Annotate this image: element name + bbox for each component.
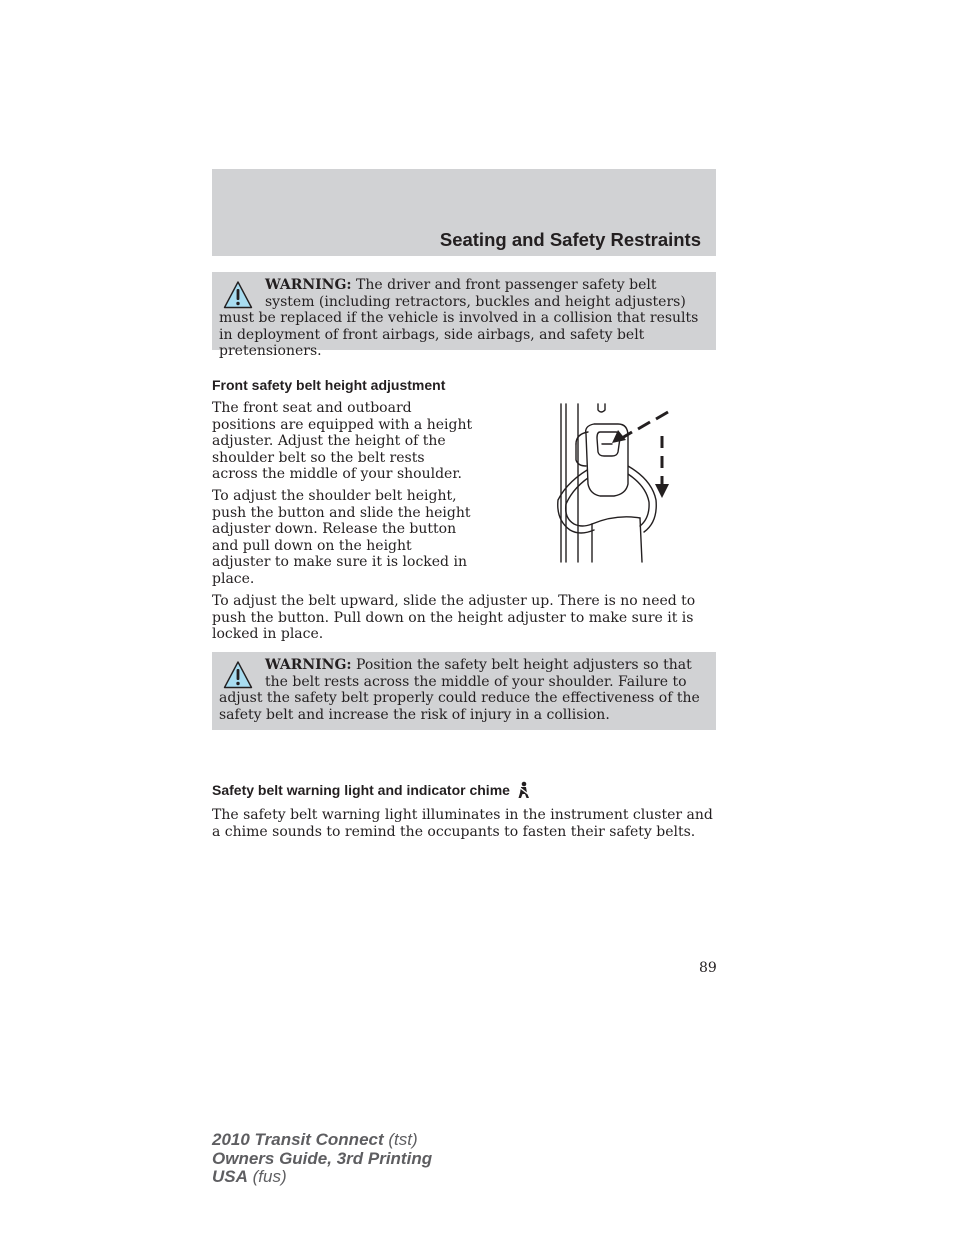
page-title: Seating and Safety Restraints [439, 229, 701, 250]
belt-height-adjuster-illustration [548, 400, 676, 566]
warning-triangle-icon [223, 280, 253, 310]
warning-label: WARNING: [265, 277, 352, 293]
section-heading-height-adjustment: Front safety belt height adjustment [212, 377, 446, 393]
section-header-band [212, 169, 716, 256]
paragraph-adjust-down: To adjust the shoulder belt height, push the button and slide the height adjuster down. Release the button and pull down on the height adjuster to make sure it is locked in place. [212, 488, 471, 587]
paragraph-warning-light: The safety belt warning light illuminates in the instrument cluster and a chime sounds to remind the occupants to fasten their safety belts. [212, 807, 713, 840]
warning-triangle-icon [223, 660, 253, 690]
warning-label: WARNING: [265, 657, 352, 673]
seatbelt-warning-icon [516, 781, 530, 799]
document-footer [212, 1131, 432, 1187]
footer-edition: Owners Guide, 3rd Printing [212, 1148, 433, 1168]
paragraph-adjust-up: To adjust the belt upward, slide the adjuster up. There is no need to push the button. Pull down on the height adjuster to make sure it is locked in place. [212, 593, 696, 642]
footer-market: USA [212, 1167, 248, 1186]
page-number: 89 [699, 960, 717, 976]
section-heading-text: Safety belt warning light and indicator chime [212, 782, 510, 798]
paragraph-height-adjuster-intro: The front seat and outboard positions are equipped with a height adjuster. Adjust the height of the shoulder belt so the belt rests across the middle of your shoulder. [212, 400, 473, 482]
footer-market-code: (fus) [252, 1167, 287, 1186]
section-heading-warning-light [212, 781, 530, 799]
warning-box-belt-position [212, 652, 716, 730]
warning-text: The driver and front passenger safety belt system (including retractors, buckles and height adjusters) must be replaced if the vehicle is involved in a collision that results in deployment of front airbags, side airbags, and safety belt pretensioners. [219, 277, 699, 360]
warning-box-replace-belts [212, 272, 716, 360]
footer-model-code: (tst) [388, 1130, 418, 1149]
footer-model: 2010 Transit Connect [212, 1130, 384, 1149]
warning-text: Position the safety belt height adjusters so that the belt rests across the middle of your shoulder. Failure to adjust the safety belt properly could reduce the effectiveness of the safety belt and increase the risk of injury in a collision. [219, 657, 700, 723]
